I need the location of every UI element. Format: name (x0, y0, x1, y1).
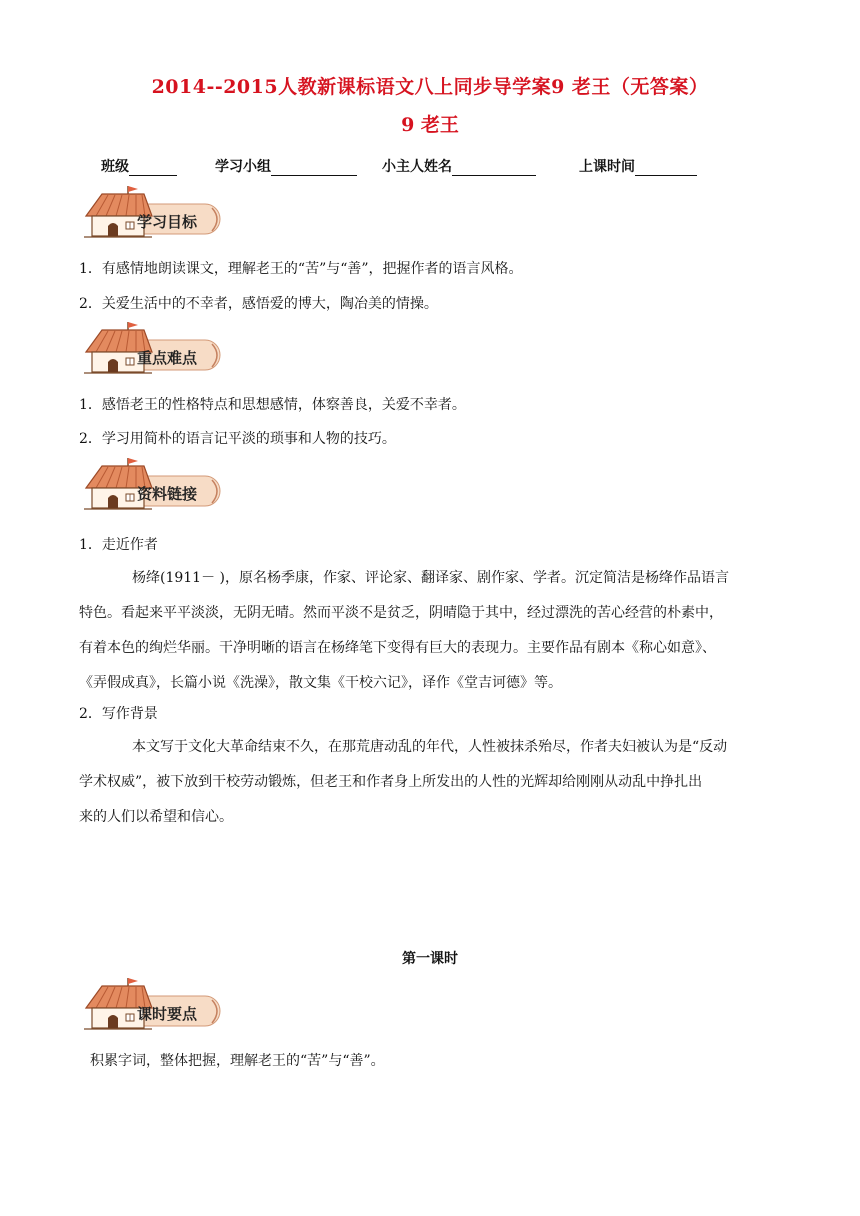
keypoint-item: 2．学习用简朴的语言记平淡的琐事和人物的技巧。 (79, 431, 396, 447)
materials-label: 资料链接 (137, 485, 198, 503)
group-label: 学习小组 (215, 159, 271, 175)
name-field (382, 156, 536, 176)
goal-item: 1．有感情地朗读课文，理解老王的“苦”与“善”，把握作者的语言风格。 (79, 261, 523, 277)
background-paragraph (79, 730, 759, 835)
paragraph-line: 特色。看起来平平淡淡，无阴无晴。然而平淡不是贫乏，阴晴隐于其中，经过漂洗的苦心经营的朴素中， (79, 605, 723, 621)
keypoints-label: 重点难点 (137, 349, 198, 367)
class-blank[interactable] (129, 160, 177, 176)
goal-item: 2．关爱生活中的不幸者，感悟爱的博大，陶冶美的情操。 (79, 296, 438, 312)
paragraph-line: 杨绛(1911－ )，原名杨季康，作家、评论家、翻译家、剧作家、学者。沉定简洁是杨绛作品语言 (132, 570, 730, 586)
time-blank[interactable] (635, 160, 697, 176)
paragraph-line: 学术权威”，被下放到干校劳动锻炼，但老王和作者身上所发出的人性的光辉却给刚刚从动乱中挣扎出 (79, 774, 703, 790)
time-field (579, 156, 697, 176)
paragraph-line: 本文写于文化大革命结束不久，在那荒唐动乱的年代，人性被抹杀殆尽，作者夫妇被认为是“反动 (132, 739, 728, 755)
group-blank[interactable] (271, 160, 357, 176)
author-paragraph (79, 561, 759, 701)
paragraph-line: 来的人们以希望和信心。 (79, 809, 233, 825)
materials-section-header (82, 458, 222, 516)
group-field (215, 156, 357, 176)
goals-section-header (82, 186, 222, 244)
lesson1-label: 课时要点 (137, 1005, 198, 1023)
class-field (101, 156, 177, 176)
paragraph-line: 有着本色的绚烂华丽。干净明晰的语言在杨绛笔下变得有巨大的表现力。主要作品有剧本《称心如意》、 (79, 640, 716, 656)
lesson1-text: 积累字词，整体把握，理解老王的“苦”与“善”。 (90, 1053, 385, 1069)
lesson-title: 9 老王 (401, 114, 459, 136)
lesson1-heading: 第一课时 (402, 951, 458, 967)
time-label: 上课时间 (579, 159, 635, 175)
name-label: 小主人姓名 (382, 159, 452, 175)
class-label: 班级 (101, 159, 129, 175)
paragraph-line: 《弄假成真》，长篇小说《洗澡》，散文集《干校六记》，译作《堂吉诃德》等。 (79, 675, 562, 691)
name-blank[interactable] (452, 160, 536, 176)
author-subheading: 1．走近作者 (79, 537, 158, 553)
lesson1-section-header (82, 978, 222, 1036)
keypoint-item: 1．感悟老王的性格特点和思想感情，体察善良，关爱不幸者。 (79, 397, 466, 413)
background-subheading: 2．写作背景 (79, 706, 158, 722)
document-title: 2014--2015人教新课标语文八上同步导学案9 老王（无答案） (151, 76, 709, 98)
goals-label: 学习目标 (137, 213, 198, 231)
keypoints-section-header (82, 322, 222, 380)
